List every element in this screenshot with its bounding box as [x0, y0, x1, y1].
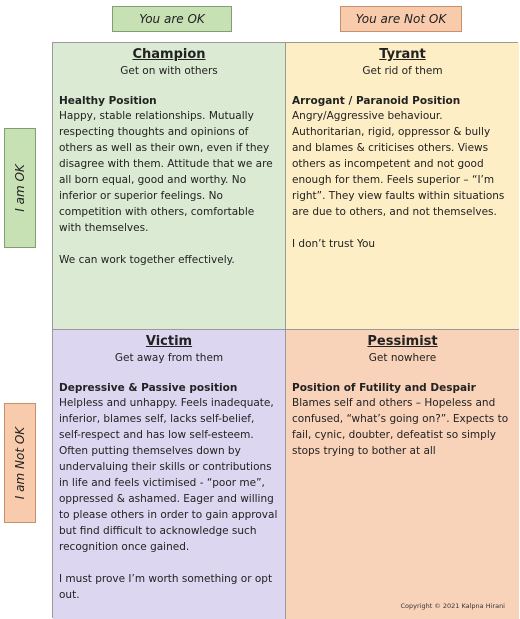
position-statement: I must prove I’m worth something or opt out.	[59, 573, 273, 601]
i-am-ok-text: I am OK	[13, 164, 27, 212]
quadrant-subtitle: Get away from them	[114, 352, 224, 364]
position-statement: I don’t trust You	[292, 238, 376, 250]
you-are-not-ok-text: You are Not OK	[355, 12, 447, 26]
ok-corral-grid	[52, 42, 518, 618]
position-heading: Healthy Position	[59, 95, 157, 107]
position-heading: Arrogant / Paranoid Position	[292, 95, 461, 107]
quadrant-tyrant	[286, 43, 519, 330]
position-statement: We can work together effectively.	[59, 254, 235, 266]
you-are-ok-text: You are OK	[139, 12, 205, 26]
position-heading: Depressive & Passive position	[59, 382, 238, 394]
quadrant-title: Pessimist	[367, 334, 438, 349]
quadrant-subtitle: Get on with others	[120, 65, 218, 77]
position-description: Helpless and unhappy. Feels inadequate, inferior, blames self, lacks self-belief, self-respect and has low self-esteem. Often putting themselves down by undervaluing their skills or contributions in life and feels victimised - “poor me”, oppressed & ashamed. Eager and willing to please others in order to gain approval but find difficult to acknowledge such recognition once gained.	[59, 397, 278, 553]
quadrant-title: Tyrant	[379, 47, 426, 62]
quadrant-subtitle: Get rid of them	[362, 65, 443, 77]
quadrant-victim	[53, 330, 286, 619]
you-are-ok-label	[112, 6, 232, 32]
quadrant-title: Victim	[145, 334, 193, 349]
quadrant-pessimist	[286, 330, 519, 619]
quadrant-title: Champion	[132, 47, 206, 62]
position-description: Angry/Aggressive behaviour. Authoritarian, rigid, oppressor & bully and blames & criticises others. Views others as incompetent and not good enough for them. Feels superior – “I’m right”. They view faults within situations are due to others, and not themselves.	[292, 110, 505, 218]
i-am-ok-label	[4, 128, 36, 248]
quadrant-subtitle: Get nowhere	[368, 352, 437, 364]
you-are-not-ok-label	[340, 6, 462, 32]
i-am-not-ok-label	[4, 403, 36, 523]
position-description: Happy, stable relationships. Mutually respecting thoughts and opinions of others as well as their own, even if they disagree with them. Attitude that we are all born equal, good and worthy. No inferior or superior feelings. No competition with others, comfortable with themselves.	[59, 110, 273, 234]
position-description: Blames self and others – Hopeless and confused, “what’s going on?”. Expects to fail, cynic, doubter, defeatist so simply stops trying to bother at all	[292, 397, 509, 457]
position-heading: Position of Futility and Despair	[292, 382, 476, 394]
i-am-not-ok-text: I am Not OK	[13, 426, 27, 500]
copyright-notice: Copyright © 2021 Kalpna Hirani	[400, 602, 505, 610]
quadrant-champion	[53, 43, 286, 330]
